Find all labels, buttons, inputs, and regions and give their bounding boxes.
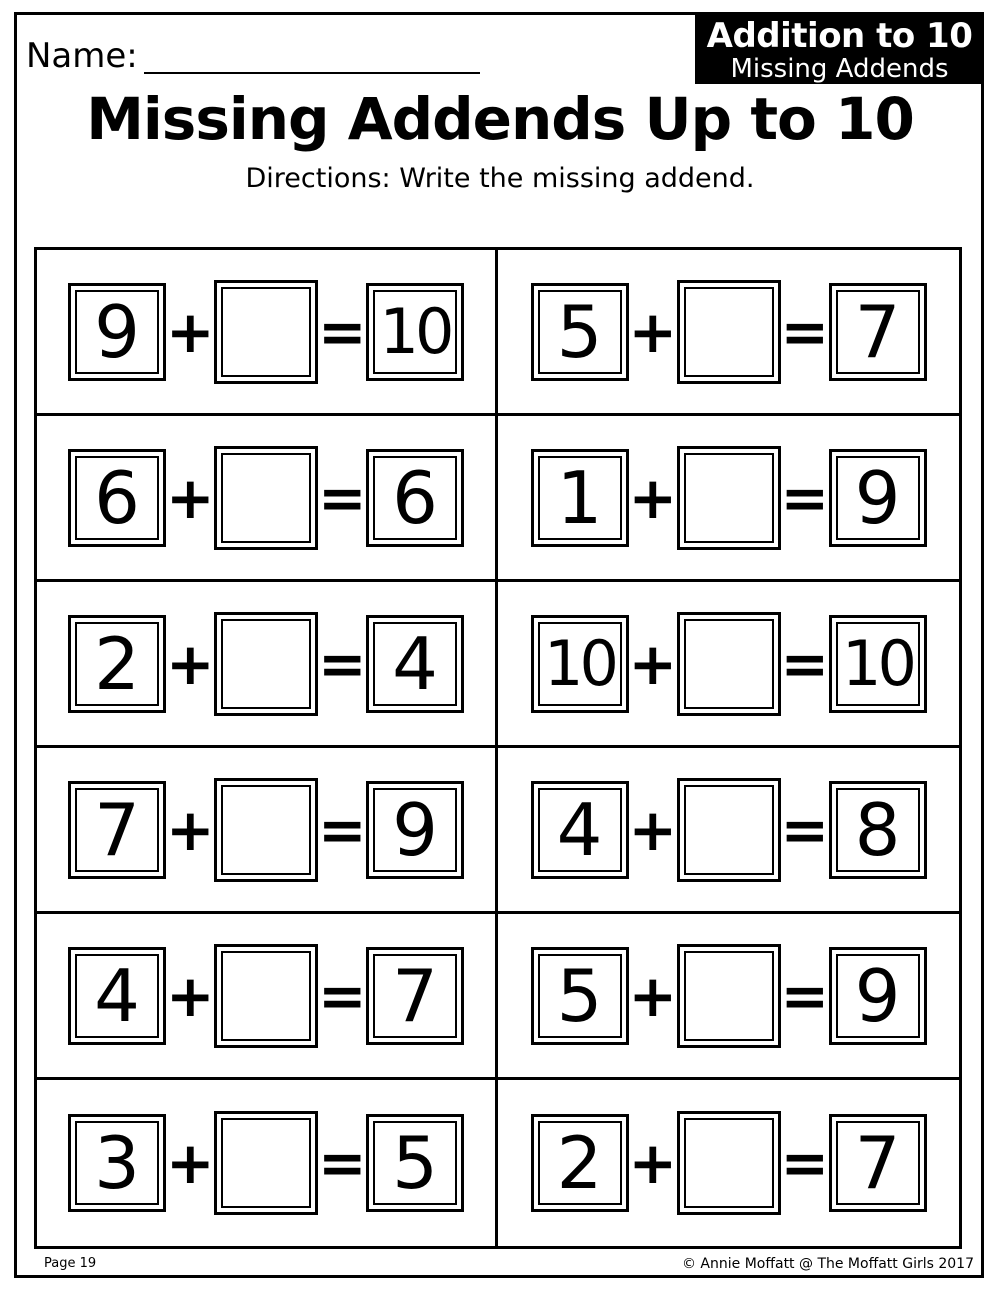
sum-value: 7 bbox=[392, 953, 438, 1038]
sum-box bbox=[829, 615, 927, 713]
problem-cell bbox=[498, 250, 959, 416]
equals-sign: = bbox=[318, 463, 367, 532]
sum-box bbox=[829, 781, 927, 879]
equals-sign: = bbox=[780, 297, 830, 366]
problem-cell bbox=[37, 1080, 498, 1246]
missing-addend-box[interactable] bbox=[677, 446, 781, 550]
addend-box bbox=[68, 947, 166, 1045]
sum-box bbox=[829, 1114, 927, 1212]
problem-cell bbox=[498, 416, 959, 582]
equation bbox=[531, 280, 927, 384]
missing-addend-box[interactable] bbox=[214, 944, 318, 1048]
sum-box bbox=[366, 781, 464, 879]
problem-cell bbox=[37, 748, 498, 914]
page-title: Missing Addends Up to 10 bbox=[86, 85, 914, 153]
addend-box bbox=[531, 283, 629, 381]
addend-value: 2 bbox=[94, 621, 140, 706]
equals-sign: = bbox=[318, 961, 367, 1030]
topic-badge bbox=[695, 12, 984, 84]
problem-cell bbox=[498, 748, 959, 914]
addend-value: 4 bbox=[94, 953, 140, 1038]
sum-box bbox=[366, 449, 464, 547]
plus-sign: + bbox=[166, 795, 215, 864]
problem-cell bbox=[37, 416, 498, 582]
addend-value: 10 bbox=[544, 626, 615, 700]
addend-value: 1 bbox=[556, 455, 603, 540]
missing-addend-box[interactable] bbox=[677, 944, 781, 1048]
plus-sign: + bbox=[628, 463, 678, 532]
missing-addend-box[interactable] bbox=[677, 280, 781, 384]
missing-addend-box[interactable] bbox=[677, 612, 781, 716]
equals-sign: = bbox=[780, 629, 830, 698]
equation bbox=[68, 280, 464, 384]
badge-title: Addition to 10 bbox=[706, 16, 973, 56]
addend-box bbox=[68, 1114, 166, 1212]
equals-sign: = bbox=[318, 297, 367, 366]
sum-value: 10 bbox=[842, 626, 913, 700]
equation bbox=[68, 778, 464, 882]
addend-box bbox=[68, 449, 166, 547]
addend-value: 7 bbox=[94, 787, 140, 872]
sum-value: 5 bbox=[392, 1121, 438, 1205]
plus-sign: + bbox=[628, 297, 678, 366]
problem-grid bbox=[34, 247, 962, 1249]
addend-box bbox=[531, 615, 629, 713]
problem-cell bbox=[37, 914, 498, 1080]
plus-sign: + bbox=[166, 463, 215, 532]
equation bbox=[531, 944, 927, 1048]
addend-value: 2 bbox=[556, 1121, 603, 1205]
sum-value: 7 bbox=[854, 1121, 901, 1205]
missing-addend-box[interactable] bbox=[214, 446, 318, 550]
sum-box bbox=[366, 615, 464, 713]
plus-sign: + bbox=[166, 961, 215, 1030]
missing-addend-box[interactable] bbox=[214, 280, 318, 384]
plus-sign: + bbox=[628, 795, 678, 864]
sum-box bbox=[366, 947, 464, 1045]
plus-sign: + bbox=[166, 297, 215, 366]
equals-sign: = bbox=[318, 629, 367, 698]
equals-sign: = bbox=[318, 1129, 367, 1197]
sum-value: 9 bbox=[854, 455, 901, 540]
equation bbox=[68, 944, 464, 1048]
sum-value: 8 bbox=[854, 787, 901, 872]
name-label: Name: bbox=[26, 36, 138, 76]
plus-sign: + bbox=[628, 961, 678, 1030]
problem-cell bbox=[498, 914, 959, 1080]
page-number: Page 19 bbox=[44, 1256, 97, 1271]
addend-box bbox=[531, 449, 629, 547]
equation bbox=[531, 1111, 927, 1215]
addend-value: 5 bbox=[556, 289, 603, 374]
sum-value: 6 bbox=[392, 455, 438, 540]
equals-sign: = bbox=[780, 463, 830, 532]
addend-box bbox=[531, 1114, 629, 1212]
addend-box bbox=[68, 781, 166, 879]
sum-value: 7 bbox=[854, 289, 901, 374]
equals-sign: = bbox=[780, 961, 830, 1030]
equation bbox=[531, 612, 927, 716]
sum-box bbox=[366, 283, 464, 381]
missing-addend-box[interactable] bbox=[677, 1111, 781, 1215]
equation bbox=[68, 446, 464, 550]
name-field[interactable] bbox=[144, 72, 480, 74]
addend-value: 4 bbox=[556, 787, 603, 872]
equation bbox=[531, 446, 927, 550]
equation bbox=[531, 778, 927, 882]
sum-value: 9 bbox=[854, 953, 901, 1038]
problem-cell bbox=[37, 250, 498, 416]
sum-box bbox=[829, 283, 927, 381]
sum-value: 9 bbox=[392, 787, 438, 872]
missing-addend-box[interactable] bbox=[214, 1111, 318, 1215]
addend-value: 3 bbox=[94, 1121, 140, 1205]
sum-box bbox=[366, 1114, 464, 1212]
sum-box bbox=[829, 947, 927, 1045]
missing-addend-box[interactable] bbox=[214, 612, 318, 716]
missing-addend-box[interactable] bbox=[214, 778, 318, 882]
addend-value: 9 bbox=[94, 289, 140, 374]
addend-box bbox=[531, 947, 629, 1045]
plus-sign: + bbox=[628, 629, 678, 698]
badge-subtitle: Missing Addends bbox=[730, 54, 949, 84]
addend-box bbox=[531, 781, 629, 879]
equation bbox=[68, 1111, 464, 1215]
sum-value: 10 bbox=[379, 294, 451, 368]
plus-sign: + bbox=[166, 1129, 215, 1197]
problem-cell bbox=[37, 582, 498, 748]
equation bbox=[68, 612, 464, 716]
problem-cell bbox=[498, 582, 959, 748]
missing-addend-box[interactable] bbox=[677, 778, 781, 882]
copyright: © Annie Moffatt @ The Moffatt Girls 2017 bbox=[681, 1256, 974, 1272]
sum-box bbox=[829, 449, 927, 547]
addend-value: 5 bbox=[556, 953, 603, 1038]
sum-value: 4 bbox=[392, 621, 438, 706]
problem-cell bbox=[498, 1080, 959, 1246]
equals-sign: = bbox=[318, 795, 367, 864]
equals-sign: = bbox=[780, 795, 830, 864]
addend-box bbox=[68, 615, 166, 713]
directions: Directions: Write the missing addend. bbox=[245, 163, 755, 194]
equals-sign: = bbox=[780, 1129, 830, 1197]
plus-sign: + bbox=[628, 1129, 678, 1197]
addend-value: 6 bbox=[94, 455, 140, 540]
addend-box bbox=[68, 283, 166, 381]
plus-sign: + bbox=[166, 629, 215, 698]
